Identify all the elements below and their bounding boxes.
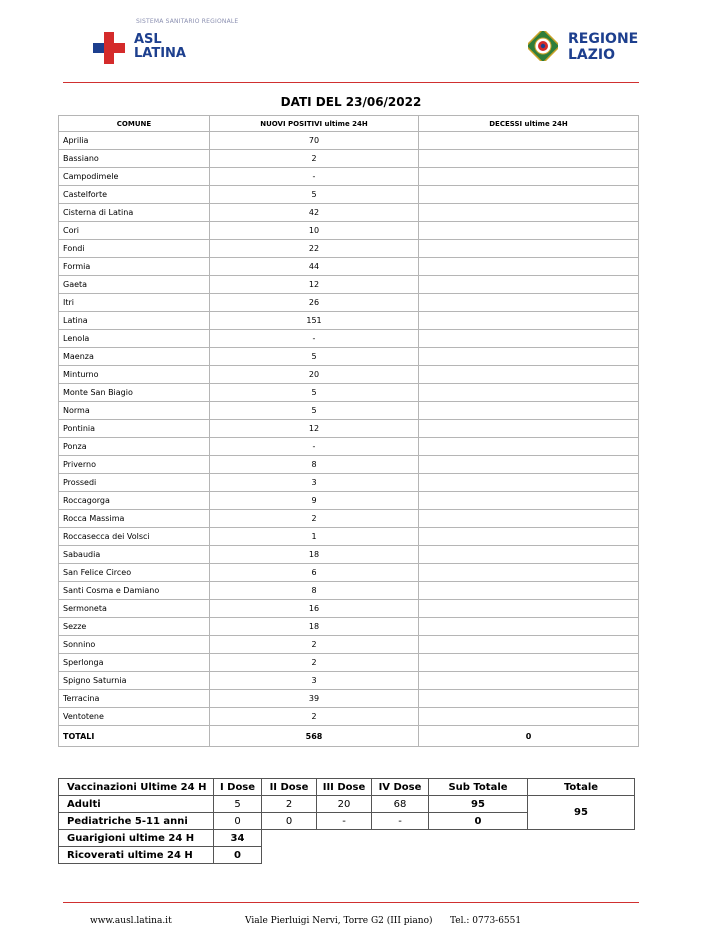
table-row	[59, 240, 639, 258]
cell-decessi	[419, 402, 639, 420]
vacc-cell: 68	[372, 796, 429, 813]
table-row	[59, 276, 639, 294]
comuni-table	[58, 115, 639, 747]
table-row	[59, 528, 639, 546]
table-row	[59, 690, 639, 708]
cell-decessi	[419, 204, 639, 222]
cell-comune: Fondi	[59, 240, 210, 258]
empty-cell	[262, 830, 635, 847]
footer-address: Viale Pierluigi Nervi, Torre G2 (III piano)	[245, 916, 433, 926]
document-title: DATI DEL 23/06/2022	[280, 95, 422, 109]
cell-positivi: 70	[210, 132, 419, 150]
asl-subtitle: SISTEMA SANITARIO REGIONALE	[136, 18, 239, 25]
cell-decessi	[419, 564, 639, 582]
cell-positivi: 5	[210, 186, 419, 204]
totals-label: TOTALI	[59, 726, 210, 747]
table-row	[59, 654, 639, 672]
cell-comune: Formia	[59, 258, 210, 276]
red-cross-icon	[93, 32, 125, 64]
cell-positivi: 12	[210, 420, 419, 438]
asl-latina-logo	[93, 18, 253, 68]
cell-comune: Ponza	[59, 438, 210, 456]
vacc-header-totale: Totale	[528, 779, 635, 796]
table-row	[59, 510, 639, 528]
cell-comune: Ventotene	[59, 708, 210, 726]
regione-lazio-seal-icon	[528, 31, 558, 61]
vacc-header-subtotale: Sub Totale	[429, 779, 528, 796]
table-row	[59, 150, 639, 168]
cell-decessi	[419, 276, 639, 294]
table-row	[59, 366, 639, 384]
table-row	[59, 204, 639, 222]
cell-positivi: 5	[210, 348, 419, 366]
vacc-header-title: Vaccinazioni Ultime 24 H	[59, 779, 214, 796]
table-row	[59, 348, 639, 366]
cell-positivi: 18	[210, 618, 419, 636]
cell-decessi	[419, 150, 639, 168]
table-body	[59, 132, 639, 747]
table-row	[59, 258, 639, 276]
cell-decessi	[419, 654, 639, 672]
vacc-subtotale-adulti: 95	[429, 796, 528, 813]
cell-positivi: 44	[210, 258, 419, 276]
table-row	[59, 492, 639, 510]
cell-positivi: 10	[210, 222, 419, 240]
vacc-totale: 95	[528, 796, 635, 830]
cell-decessi	[419, 492, 639, 510]
cell-comune: Aprilia	[59, 132, 210, 150]
ricoverati-row	[59, 847, 635, 864]
cell-comune: Spigno Saturnia	[59, 672, 210, 690]
footer-divider	[63, 902, 639, 903]
cell-comune: Bassiano	[59, 150, 210, 168]
cell-positivi: 42	[210, 204, 419, 222]
table-row	[59, 168, 639, 186]
table-row	[59, 546, 639, 564]
table-row	[59, 582, 639, 600]
cell-decessi	[419, 294, 639, 312]
vacc-header-dose1: I Dose	[214, 779, 262, 796]
cell-positivi: 22	[210, 240, 419, 258]
table-row	[59, 294, 639, 312]
cell-positivi: 26	[210, 294, 419, 312]
cell-comune: Santi Cosma e Damiano	[59, 582, 210, 600]
cell-positivi: 18	[210, 546, 419, 564]
cell-decessi	[419, 636, 639, 654]
table-row	[59, 672, 639, 690]
header-divider	[63, 82, 639, 83]
cell-comune: Latina	[59, 312, 210, 330]
cell-positivi: 2	[210, 150, 419, 168]
cell-decessi	[419, 366, 639, 384]
vacc-header-dose2: II Dose	[262, 779, 317, 796]
cell-decessi	[419, 132, 639, 150]
vacc-subtotale-pediatriche: 0	[429, 813, 528, 830]
vacc-row-adulti	[59, 796, 635, 813]
footer-phone: Tel.: 0773-6551	[450, 916, 522, 926]
cell-decessi	[419, 258, 639, 276]
cell-decessi	[419, 168, 639, 186]
cell-decessi	[419, 438, 639, 456]
cell-positivi: 9	[210, 492, 419, 510]
cell-positivi: 8	[210, 582, 419, 600]
vacc-cell: 0	[214, 813, 262, 830]
cell-decessi	[419, 510, 639, 528]
cell-positivi: 5	[210, 384, 419, 402]
cell-positivi: 6	[210, 564, 419, 582]
cell-positivi: 8	[210, 456, 419, 474]
cell-comune: Pontinia	[59, 420, 210, 438]
cell-comune: Sonnino	[59, 636, 210, 654]
column-header-comune: COMUNE	[59, 116, 210, 132]
vacc-label-adulti: Adulti	[59, 796, 214, 813]
cell-positivi: 2	[210, 654, 419, 672]
lazio-line1: REGIONE	[568, 31, 639, 47]
table-row	[59, 600, 639, 618]
table-row	[59, 618, 639, 636]
cell-comune: Rocca Massima	[59, 510, 210, 528]
cell-decessi	[419, 690, 639, 708]
cell-decessi	[419, 618, 639, 636]
cell-comune: Sperlonga	[59, 654, 210, 672]
ricoverati-label: Ricoverati ultime 24 H	[59, 847, 214, 864]
cell-positivi: 3	[210, 474, 419, 492]
cell-positivi: 1	[210, 528, 419, 546]
cell-comune: Norma	[59, 402, 210, 420]
asl-name	[134, 33, 186, 61]
cell-positivi: 5	[210, 402, 419, 420]
cell-positivi: 2	[210, 636, 419, 654]
cell-decessi	[419, 384, 639, 402]
guarigioni-value: 34	[214, 830, 262, 847]
cell-positivi: 3	[210, 672, 419, 690]
cell-comune: Priverno	[59, 456, 210, 474]
totals-row	[59, 726, 639, 747]
vacc-header-dose3: III Dose	[317, 779, 372, 796]
cell-decessi	[419, 708, 639, 726]
cell-positivi: 39	[210, 690, 419, 708]
table-row	[59, 384, 639, 402]
cell-comune: Monte San Biagio	[59, 384, 210, 402]
cell-comune: Terracina	[59, 690, 210, 708]
cell-positivi: 12	[210, 276, 419, 294]
cell-decessi	[419, 474, 639, 492]
cell-comune: Cori	[59, 222, 210, 240]
vacc-cell: 5	[214, 796, 262, 813]
regione-lazio-logo	[528, 28, 648, 68]
cell-decessi	[419, 456, 639, 474]
cell-comune: Gaeta	[59, 276, 210, 294]
table-row	[59, 222, 639, 240]
vacc-cell: -	[317, 813, 372, 830]
cell-positivi: 151	[210, 312, 419, 330]
cell-comune: Roccagorga	[59, 492, 210, 510]
vacc-cell: 20	[317, 796, 372, 813]
cell-positivi: -	[210, 330, 419, 348]
lazio-line2: LAZIO	[568, 47, 616, 63]
cell-decessi	[419, 348, 639, 366]
totals-positivi: 568	[210, 726, 419, 747]
asl-line2: LATINA	[134, 46, 186, 61]
table-row	[59, 312, 639, 330]
cell-decessi	[419, 600, 639, 618]
table-row	[59, 186, 639, 204]
ricoverati-value: 0	[214, 847, 262, 864]
vacc-header-row	[59, 779, 635, 796]
table-row	[59, 474, 639, 492]
guarigioni-label: Guarigioni ultime 24 H	[59, 830, 214, 847]
cell-decessi	[419, 672, 639, 690]
cell-positivi: 16	[210, 600, 419, 618]
cell-comune: San Felice Circeo	[59, 564, 210, 582]
cell-comune: Lenola	[59, 330, 210, 348]
cell-decessi	[419, 312, 639, 330]
cell-decessi	[419, 420, 639, 438]
cell-comune: Cisterna di Latina	[59, 204, 210, 222]
cell-comune: Castelforte	[59, 186, 210, 204]
cell-comune: Maenza	[59, 348, 210, 366]
cell-comune: Sermoneta	[59, 600, 210, 618]
table-row	[59, 438, 639, 456]
cell-decessi	[419, 240, 639, 258]
table-row	[59, 330, 639, 348]
vacc-label-pediatriche: Pediatriche 5-11 anni	[59, 813, 214, 830]
table-row	[59, 564, 639, 582]
footer-website[interactable]: www.ausl.latina.it	[90, 916, 172, 926]
table-row	[59, 402, 639, 420]
table-row	[59, 636, 639, 654]
column-header-positivi: NUOVI POSITIVI ultime 24H	[210, 116, 419, 132]
cell-positivi: 2	[210, 708, 419, 726]
cell-decessi	[419, 330, 639, 348]
cell-comune: Sezze	[59, 618, 210, 636]
vacc-cell: 0	[262, 813, 317, 830]
cell-comune: Sabaudia	[59, 546, 210, 564]
vaccinazioni-table	[58, 778, 635, 864]
cell-comune: Roccasecca dei Volsci	[59, 528, 210, 546]
cell-decessi	[419, 546, 639, 564]
vacc-cell: -	[372, 813, 429, 830]
table-row	[59, 456, 639, 474]
cell-comune: Minturno	[59, 366, 210, 384]
cell-decessi	[419, 222, 639, 240]
totals-decessi: 0	[419, 726, 639, 747]
table-header-row	[59, 116, 639, 132]
cell-comune: Itri	[59, 294, 210, 312]
asl-line1: ASL	[134, 32, 162, 47]
cell-comune: Campodimele	[59, 168, 210, 186]
column-header-decessi: DECESSI ultime 24H	[419, 116, 639, 132]
cell-decessi	[419, 582, 639, 600]
table-row	[59, 420, 639, 438]
cell-positivi: -	[210, 438, 419, 456]
cell-positivi: 2	[210, 510, 419, 528]
guarigioni-row	[59, 830, 635, 847]
cell-decessi	[419, 528, 639, 546]
empty-cell	[262, 847, 635, 864]
cell-comune: Prossedi	[59, 474, 210, 492]
table-row	[59, 132, 639, 150]
vacc-cell: 2	[262, 796, 317, 813]
table-row	[59, 708, 639, 726]
cell-positivi: 20	[210, 366, 419, 384]
cell-positivi: -	[210, 168, 419, 186]
vacc-header-dose4: IV Dose	[372, 779, 429, 796]
cell-decessi	[419, 186, 639, 204]
lazio-name	[568, 31, 638, 63]
